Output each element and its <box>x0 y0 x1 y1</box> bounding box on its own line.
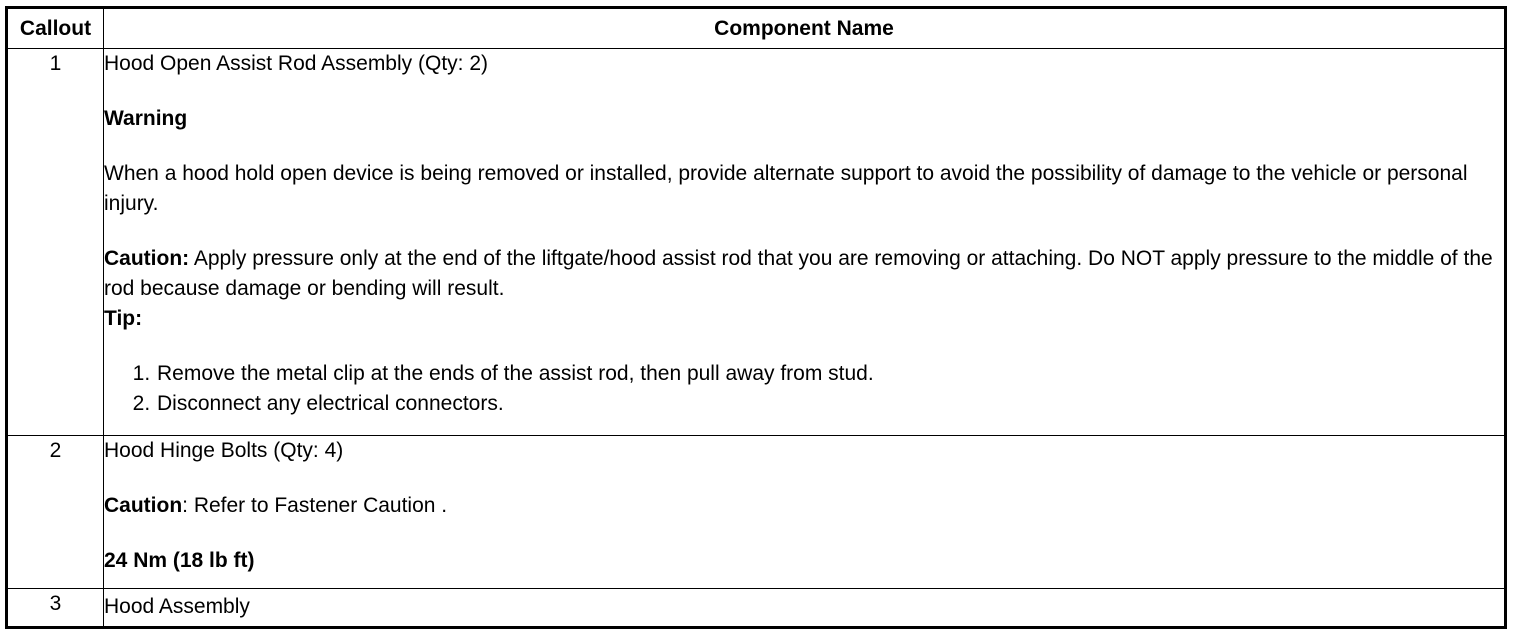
callout-number: 3 <box>7 589 104 628</box>
component-name: Hood Hinge Bolts (Qty: 4) <box>104 439 344 462</box>
component-description <box>104 436 1506 589</box>
list-item: 2. Disconnect any electrical connectors. <box>156 389 1504 419</box>
callout-number: 1 <box>7 49 104 436</box>
caution-note <box>104 491 1504 521</box>
warning-heading: Warning <box>104 107 188 130</box>
callout-column-header: Callout <box>7 8 104 49</box>
component-table <box>5 6 1507 629</box>
tip-list <box>104 359 1504 419</box>
component-name-column-header: Component Name <box>104 8 1506 49</box>
tip-label: Tip: <box>104 307 143 330</box>
table-header-row <box>7 8 1506 49</box>
caution-text: Apply pressure only at the end of the liftgate/hood assist rod that you are removing or attaching. Do NOT apply pressure to the middle of the rod because damage or bending will result. <box>104 247 1493 300</box>
table-row <box>7 49 1506 436</box>
component-name: Hood Open Assist Rod Assembly (Qty: 2) <box>104 52 488 75</box>
table-row <box>7 436 1506 589</box>
warning-text: When a hood hold open device is being removed or installed, provide alternate support to avoid the possibility of damage to the vehicle or personal injury. <box>104 162 1468 215</box>
torque-spec: 24 Nm (18 lb ft) <box>104 549 255 572</box>
component-description <box>104 589 1506 628</box>
table-row <box>7 589 1506 628</box>
component-description <box>104 49 1506 436</box>
list-item: 1. Remove the metal clip at the ends of the assist rod, then pull away from stud. <box>156 359 1504 389</box>
caution-text: : Refer to Fastener Caution . <box>182 494 448 517</box>
component-name: Hood Assembly <box>104 595 250 618</box>
caution-note <box>104 244 1504 304</box>
caution-label: Caution: <box>104 247 190 270</box>
caution-label: Caution <box>104 494 183 517</box>
callout-number: 2 <box>7 436 104 589</box>
